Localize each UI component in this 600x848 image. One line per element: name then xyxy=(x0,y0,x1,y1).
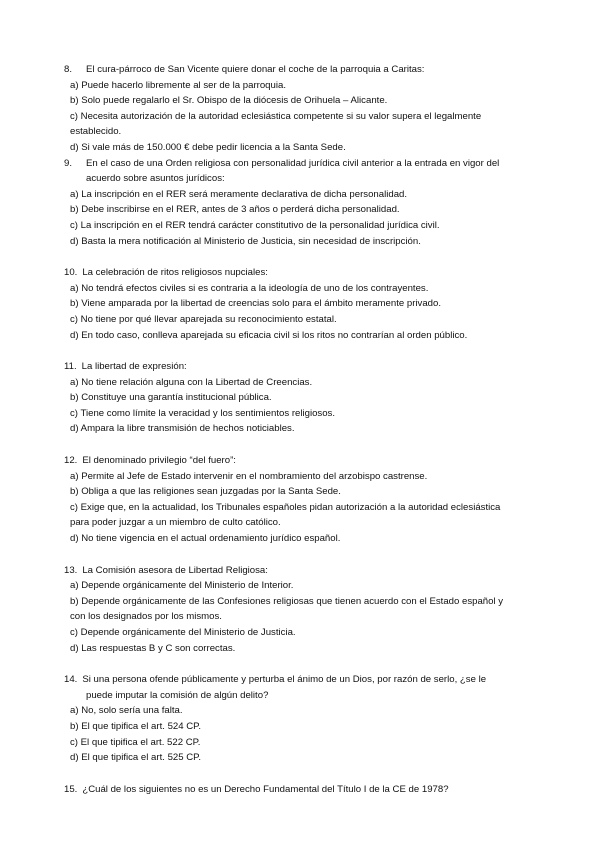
option-a: a) No tiene relación alguna con la Libertad de Creencias. xyxy=(70,376,313,388)
question-text-continuation: acuerdo sobre asuntos jurídicos: xyxy=(86,173,225,185)
option-b: b) El que tipifica el art. 524 CP. xyxy=(70,720,202,732)
option-d: d) Ampara la libre transmisión de hechos noticiables. xyxy=(70,423,295,435)
question-number: 9. xyxy=(64,157,73,169)
option-c: c) El que tipifica el art. 522 CP. xyxy=(70,736,201,748)
question-14 xyxy=(64,672,540,766)
option-c: c) No tiene por qué llevar aparejada su reconocimiento estatal. xyxy=(70,313,337,325)
option-d: d) El que tipifica el art. 525 CP. xyxy=(70,752,202,764)
option-b: b) Constituye una garantía institucional pública. xyxy=(70,392,272,404)
option-a: a) No, solo sería una falta. xyxy=(70,705,183,717)
option-line: c) Exige que, en la actualidad, los Tribunales españoles pidan autorización a la autoridad eclesiástica xyxy=(70,501,501,513)
question-text: La Comisión asesora de Libertad Religiosa: xyxy=(82,564,268,576)
option-a: a) Depende orgánicamente del Ministerio de Interior. xyxy=(70,580,294,592)
question-number: 15. xyxy=(64,783,78,795)
question-text-continuation: puede imputar la comisión de algún delito? xyxy=(86,689,269,701)
question-text: ¿Cuál de los siguientes no es un Derecho Fundamental del Título I de la CE de 1978? xyxy=(82,783,449,795)
question-text: El denominado privilegio “del fuero”: xyxy=(82,455,236,467)
question-13 xyxy=(64,563,540,657)
option-c: c) La inscripción en el RER tendrá carácter constitutivo de la personalidad jurídica civil. xyxy=(70,219,440,231)
option-d: d) En todo caso, conlleva aparejada su eficacia civil si los ritos no contrarían al orden público. xyxy=(70,329,468,341)
question-text: La libertad de expresión: xyxy=(81,361,187,373)
option-b: b) Obliga a que las religiones sean juzgadas por la Santa Sede. xyxy=(70,486,341,498)
question-number: 13. xyxy=(64,564,78,576)
option-d: d) Si vale más de 150.000 € debe pedir licencia a la Santa Sede. xyxy=(70,141,346,153)
option-line: c) Necesita autorización de la autoridad eclesiástica competente si su valor supera el legalmente xyxy=(70,110,482,122)
question-number: 10. xyxy=(64,267,78,279)
option-line-continuation: establecido. xyxy=(70,126,122,138)
option-c xyxy=(64,500,540,531)
option-c: c) Depende orgánicamente del Ministerio de Justicia. xyxy=(70,627,296,638)
question-number: 11. xyxy=(64,361,77,373)
question-15 xyxy=(64,782,540,798)
option-d: d) No tiene vigencia en el actual ordenamiento jurídico español. xyxy=(70,533,341,545)
option-a: a) No tendrá efectos civiles si es contraria a la ideología de uno de los contrayentes. xyxy=(70,282,429,294)
option-b: b) Debe inscribirse en el RER, antes de 3 años o perderá dicha personalidad. xyxy=(70,204,400,216)
question-number: 12. xyxy=(64,455,78,467)
question-11 xyxy=(64,359,540,437)
option-b: b) Viene amparada por la libertad de creencias solo para el ámbito meramente privado. xyxy=(70,298,441,310)
option-a: a) Puede hacerlo libremente al ser de la parroquia. xyxy=(70,79,286,91)
option-a: a) Permite al Jefe de Estado intervenir en el nombramiento del arzobispo castrense. xyxy=(70,470,428,482)
question-number: 14. xyxy=(64,674,78,686)
option-line: b) Depende orgánicamente de las Confesiones religiosas que tienen acuerdo con el Estado español y xyxy=(70,595,504,607)
question-10 xyxy=(64,265,540,343)
option-b xyxy=(64,594,540,625)
option-a: a) La inscripción en el RER será meramente declarativa de dicha personalidad. xyxy=(70,188,408,200)
question-text: La celebración de ritos religiosos nupciales: xyxy=(82,267,268,279)
option-c: c) Tiene como límite la veracidad y los sentimientos religiosos. xyxy=(70,407,336,419)
option-line-continuation: para poder juzgar a un miembro de culto católico. xyxy=(70,517,281,529)
option-d: d) Basta la mera notificación al Ministerio de Justicia, sin necesidad de inscripción. xyxy=(70,235,421,247)
option-d: d) Las respuestas B y C son correctas. xyxy=(70,642,236,654)
question-8 xyxy=(64,62,540,156)
option-line-continuation: con los designados por los mismos. xyxy=(70,611,222,623)
option-c xyxy=(64,109,540,140)
question-text: Si una persona ofende públicamente y perturba el ánimo de un Dios, por razón de serlo, ¿se le xyxy=(82,674,487,686)
question-number: 8. xyxy=(64,64,73,75)
question-text: El cura-párroco de San Vicente quiere donar el coche de la parroquia a Caritas: xyxy=(86,64,425,75)
question-12 xyxy=(64,453,540,547)
question-9 xyxy=(64,156,540,250)
option-b: b) Solo puede regalarlo el Sr. Obispo de la diócesis de Orihuela – Alicante. xyxy=(70,95,388,107)
question-text: En el caso de una Orden religiosa con personalidad jurídica civil anterior a la entrada en vigor del xyxy=(86,157,500,169)
